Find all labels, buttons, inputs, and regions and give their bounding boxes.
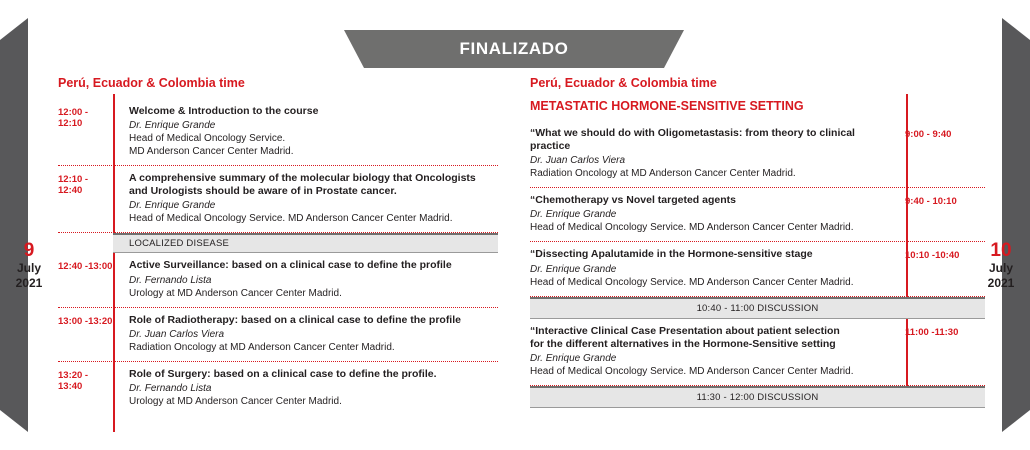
session-title: “Interactive Clinical Case Presentation about patient selection bbox=[530, 324, 840, 337]
session-body bbox=[530, 325, 891, 378]
session-time: 12:10 - 12:40 bbox=[58, 174, 89, 197]
session-title: Welcome & Introduction to the course bbox=[129, 105, 319, 117]
session-affiliation: Radiation Oncology at MD Anderson Cancer Center Madrid. bbox=[129, 341, 395, 353]
session-speaker: Dr. Enrique Grande bbox=[129, 120, 216, 132]
date-tab-left-year: 2021 bbox=[15, 276, 43, 290]
day1-column bbox=[58, 76, 498, 415]
session-affiliation: Head of Medical Oncology Service. MD Anderson Cancer Center Madrid. bbox=[530, 276, 854, 288]
session-speaker: Dr. Enrique Grande bbox=[129, 200, 216, 212]
session-item[interactable] bbox=[58, 99, 498, 166]
status-banner bbox=[344, 30, 684, 68]
discussion-band-2: 11:30 - 12:00 DISCUSSION bbox=[530, 386, 985, 408]
session-speaker: Dr. Juan Carlos Viera bbox=[129, 328, 225, 340]
session-item[interactable] bbox=[530, 242, 985, 296]
session-time: 9:00 - 9:40 bbox=[905, 129, 952, 140]
session-affiliation: Urology at MD Anderson Cancer Center Madrid. bbox=[129, 395, 342, 407]
session-affiliation: Head of Medical Oncology Service. bbox=[129, 133, 286, 145]
session-time: 9:40 - 10:10 bbox=[905, 196, 957, 208]
session-item[interactable] bbox=[58, 362, 498, 415]
session-body bbox=[113, 105, 498, 158]
session-body bbox=[113, 314, 498, 354]
session-title: Role of Surgery: based on a clinical case to define the profile. bbox=[129, 367, 437, 380]
session-time: 13:00 -13:20 bbox=[58, 315, 113, 327]
date-tab-left-month: July bbox=[16, 261, 41, 275]
session-affiliation: Head of Medical Oncology Service. MD Anderson Cancer Center Madrid. bbox=[530, 365, 854, 377]
session-item[interactable] bbox=[58, 253, 498, 307]
session-body bbox=[530, 194, 891, 234]
day2-timezone-header: Perú, Ecuador & Colombia time bbox=[530, 76, 717, 90]
session-speaker: Dr. Enrique Grande bbox=[530, 352, 617, 364]
session-item[interactable] bbox=[530, 319, 985, 386]
session-time: 11:00 -11:30 bbox=[905, 326, 959, 338]
session-time: 13:20 - 13:40 bbox=[58, 369, 89, 392]
session-title: Role of Radiotherapy: based on a clinical case to define the profile bbox=[129, 313, 461, 326]
date-tab-left bbox=[0, 18, 58, 432]
session-speaker: Dr. Juan Carlos Viera bbox=[530, 155, 626, 167]
session-title: Active Surveillance: based on a clinical case to define the profile bbox=[129, 259, 452, 272]
date-tab-right-day: 10 bbox=[990, 240, 1012, 261]
session-item[interactable] bbox=[58, 166, 498, 233]
status-banner-label: FINALIZADO bbox=[459, 39, 569, 58]
session-item[interactable] bbox=[58, 308, 498, 362]
session-title: “Dissecting Apalutamide in the Hormone-sensitive stage bbox=[530, 248, 813, 261]
session-title: “What we should do with Oligometastasis: from theory to clinical practice bbox=[530, 127, 855, 153]
day2-section-header: METASTATIC HORMONE-SENSITIVE SETTING bbox=[530, 99, 804, 113]
session-body bbox=[113, 259, 498, 299]
session-affiliation-2: MD Anderson Cancer Center Madrid. bbox=[129, 146, 294, 158]
session-item[interactable] bbox=[530, 121, 985, 188]
day2-column bbox=[530, 76, 985, 408]
section-band-localized-disease: LOCALIZED DISEASE bbox=[113, 233, 498, 253]
session-title: A comprehensive summary of the molecular biology that Oncologists bbox=[129, 172, 476, 185]
session-speaker: Dr. Fernando Lista bbox=[129, 274, 212, 286]
session-item[interactable] bbox=[530, 188, 985, 242]
discussion-band-1: 10:40 - 11:00 DISCUSSION bbox=[530, 297, 985, 319]
session-time: 12:00 - 12:10 bbox=[58, 107, 89, 129]
session-speaker: Dr. Fernando Lista bbox=[129, 382, 212, 394]
session-title-2: for the different alternatives in the Hormone-Sensitive setting bbox=[530, 337, 836, 350]
session-time: 10:10 -10:40 bbox=[905, 250, 960, 262]
session-affiliation: Radiation Oncology at MD Anderson Cancer Center Madrid. bbox=[530, 168, 796, 180]
date-tab-right-year: 2021 bbox=[987, 276, 1015, 290]
session-body bbox=[113, 368, 498, 408]
session-speaker: Dr. Enrique Grande bbox=[530, 263, 617, 275]
date-tab-right-month: July bbox=[988, 261, 1013, 275]
date-tab-left-shape bbox=[0, 18, 58, 432]
session-title: “Chemotherapy vs Novel targeted agents bbox=[530, 194, 736, 207]
session-title-2: and Urologists should be aware of in Prostate cancer. bbox=[129, 185, 397, 198]
session-affiliation: Head of Medical Oncology Service. MD Anderson Cancer Center Madrid. bbox=[129, 213, 453, 225]
session-affiliation: Urology at MD Anderson Cancer Center Madrid. bbox=[129, 287, 342, 299]
day1-timezone-header: Perú, Ecuador & Colombia time bbox=[58, 76, 245, 90]
session-time: 12:40 -13:00 bbox=[58, 261, 113, 273]
session-speaker: Dr. Enrique Grande bbox=[530, 209, 617, 221]
session-body bbox=[113, 172, 498, 225]
session-affiliation: Head of Medical Oncology Service. MD Anderson Cancer Center Madrid. bbox=[530, 222, 854, 234]
session-body bbox=[530, 248, 891, 288]
date-tab-left-day: 9 bbox=[23, 240, 35, 261]
session-body bbox=[530, 127, 891, 180]
